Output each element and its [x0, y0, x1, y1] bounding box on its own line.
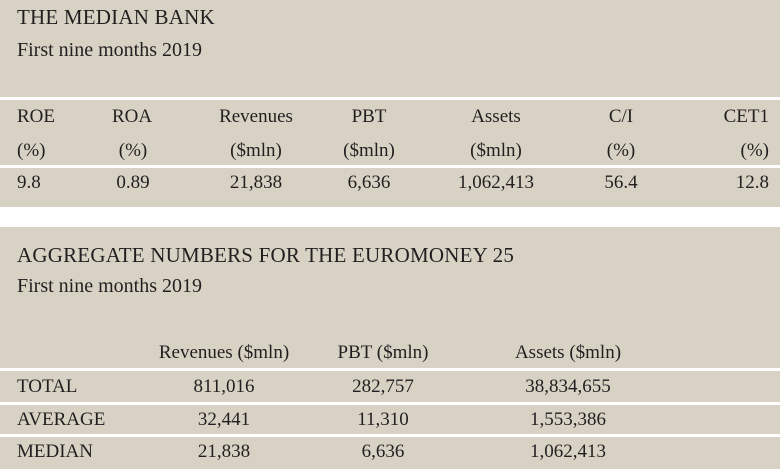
divider	[0, 402, 780, 405]
total-assets: 38,834,655	[525, 376, 611, 397]
value-revenues: 21,838	[229, 172, 283, 193]
median-bank-title: THE MEDIAN BANK	[17, 5, 215, 29]
value-cet1: 12.8	[735, 172, 769, 193]
aggregate-header-assets: Assets ($mln)	[514, 342, 622, 363]
unit-roa: (%)	[118, 140, 148, 161]
row-label-average: AVERAGE	[17, 409, 106, 430]
header-revenues: Revenues	[219, 106, 293, 127]
divider	[0, 165, 780, 168]
median-bank-subtitle: First nine months 2019	[17, 39, 203, 61]
median-assets: 1,062,413	[530, 441, 606, 462]
median-bank-panel	[0, 0, 780, 207]
unit-assets: ($mln)	[470, 140, 522, 161]
row-label-median: MEDIAN	[17, 441, 93, 462]
total-revenues: 811,016	[193, 376, 255, 397]
aggregate-header-revenues: Revenues ($mln)	[158, 342, 290, 363]
unit-roe: (%)	[17, 140, 46, 161]
row-label-total: TOTAL	[17, 376, 78, 397]
header-ci: C/I	[608, 106, 634, 127]
header-cet1: CET1	[723, 106, 769, 127]
unit-revenues: ($mln)	[230, 140, 282, 161]
aggregate-subtitle: First nine months 2019	[17, 275, 203, 297]
aggregate-header-pbt: PBT ($mln)	[337, 342, 429, 363]
header-assets: Assets	[471, 106, 521, 127]
header-roe: ROE	[17, 106, 55, 127]
total-pbt: 282,757	[352, 376, 414, 397]
value-roa: 0.89	[116, 172, 150, 193]
header-roa: ROA	[112, 106, 153, 127]
value-roe: 9.8	[17, 172, 41, 193]
median-revenues: 21,838	[197, 441, 251, 462]
unit-ci: (%)	[606, 140, 636, 161]
unit-cet1: (%)	[740, 140, 769, 161]
aggregate-title: AGGREGATE NUMBERS FOR THE EUROMONEY 25	[17, 243, 515, 267]
value-assets: 1,062,413	[458, 172, 534, 193]
aggregate-panel	[0, 227, 780, 469]
average-assets: 1,553,386	[530, 409, 606, 430]
value-ci: 56.4	[604, 172, 638, 193]
median-pbt: 6,636	[361, 441, 405, 462]
divider	[0, 368, 780, 371]
header-pbt: PBT	[351, 106, 387, 127]
average-revenues: 32,441	[197, 409, 251, 430]
value-pbt: 6,636	[347, 172, 391, 193]
unit-pbt: ($mln)	[343, 140, 395, 161]
average-pbt: 11,310	[357, 409, 409, 430]
divider	[0, 97, 780, 100]
divider	[0, 434, 780, 437]
